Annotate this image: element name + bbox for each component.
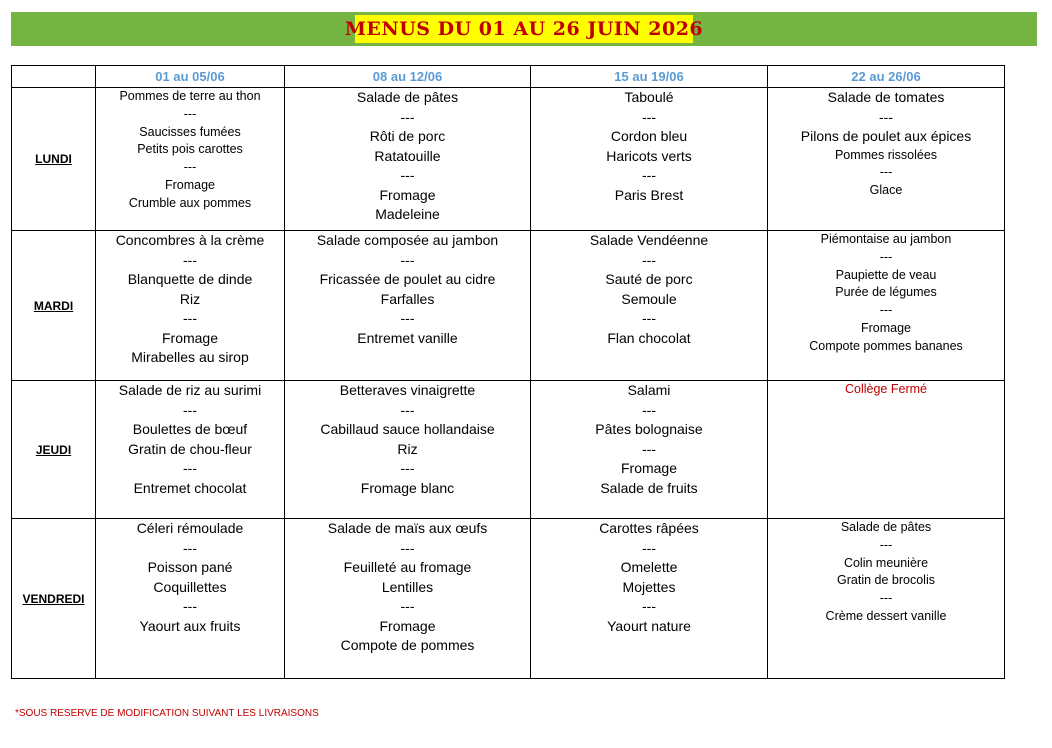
menu-cell: [285, 231, 531, 381]
menu-item: Flan chocolat: [607, 329, 691, 346]
week-header: 22 au 26/06: [768, 66, 1005, 88]
menu-separator: ---: [183, 598, 197, 614]
menu-item: Pilons de poulet aux épices: [800, 128, 972, 144]
menu-item: Crumble aux pommes: [128, 195, 252, 210]
menu-item: Poisson pané: [147, 559, 233, 575]
menu-cell: [285, 381, 531, 519]
menu-separator: ---: [642, 310, 656, 326]
menu-separator: ---: [642, 167, 656, 183]
menu-item: Taboulé: [624, 89, 674, 105]
menu-item: Salade de riz au surimi: [118, 382, 262, 398]
menu-item: Haricots verts: [606, 147, 692, 164]
menu-item: Riz: [179, 290, 201, 307]
menu-separator: ---: [879, 537, 893, 552]
menu-separator: ---: [879, 303, 893, 318]
menu-item: Carottes râpées: [599, 520, 699, 536]
menu-item: Pommes de terre au thon: [119, 89, 261, 103]
header-corner: [12, 66, 96, 88]
menu-item: Salade de pâtes: [356, 89, 459, 105]
menu-item: Gratin de chou-fleur: [128, 440, 252, 457]
menu-cell: [768, 519, 1005, 679]
menu-separator: ---: [642, 108, 656, 125]
menu-separator: ---: [879, 249, 893, 264]
menu-item: Glace: [869, 183, 903, 198]
menu-item: Semoule: [621, 290, 677, 307]
menu-item: Salade de maïs aux œufs: [327, 520, 488, 536]
menu-cell: [285, 88, 531, 231]
menu-cell: [531, 519, 768, 679]
menu-item: Saucisses fumées: [139, 124, 241, 139]
menu-item: Salade de tomates: [827, 89, 945, 105]
menu-item: Petits pois carottes: [137, 142, 243, 157]
menu-cell: [531, 381, 768, 519]
menu-separator: ---: [400, 251, 415, 268]
menu-item: Madeleine: [375, 206, 440, 222]
page-title: MENUS DU 01 AU 26 JUIN 2026: [355, 15, 693, 43]
day-label: VENDREDI: [12, 519, 96, 679]
menu-separator: ---: [183, 160, 197, 175]
menu-cell: [531, 88, 768, 231]
menu-cell: [531, 231, 768, 381]
day-row: [12, 231, 1005, 381]
menu-separator: ---: [400, 167, 415, 183]
menu-item: Salade composée au jambon: [316, 232, 499, 248]
header-row: [12, 66, 1005, 88]
menu-item: Purée de légumes: [835, 285, 937, 300]
menu-item: Betteraves vinaigrette: [339, 382, 476, 398]
menu-item: Mirabelles au sirop: [131, 349, 249, 365]
menu-item: Piémontaise au jambon: [820, 232, 952, 246]
menu-separator: ---: [183, 539, 197, 556]
menu-item: Fromage: [164, 177, 216, 192]
menu-cell: [96, 231, 285, 381]
menu-cell: [285, 519, 531, 679]
menu-item: Fricassée de poulet au cidre: [319, 271, 496, 287]
day-row: [12, 381, 1005, 519]
menu-item: Salade Vendéenne: [589, 232, 709, 248]
menu-item: Salade de pâtes: [840, 520, 932, 534]
menu-item: Fromage: [379, 186, 436, 203]
menu-item: Boulettes de bœuf: [132, 421, 248, 437]
menu-separator: ---: [400, 401, 415, 418]
menu-separator: ---: [183, 460, 197, 476]
menu-item: Mojettes: [622, 578, 676, 595]
menu-separator: ---: [642, 440, 656, 457]
menu-item: Salami: [627, 382, 671, 398]
menu-item: Coquillettes: [153, 578, 227, 595]
menu-item: Feuilleté au fromage: [343, 559, 472, 575]
menu-separator: ---: [400, 310, 415, 326]
menu-item: Pâtes bolognaise: [595, 421, 703, 437]
menu-separator: ---: [400, 460, 415, 476]
menu-item: Fromage blanc: [360, 479, 455, 496]
menu-item: Salade de fruits: [600, 479, 698, 496]
menu-cell: [96, 381, 285, 519]
menu-item: Rôti de porc: [369, 128, 446, 144]
menu-item: Crème dessert vanille: [825, 608, 947, 623]
day-label: LUNDI: [12, 88, 96, 231]
menu-separator: ---: [642, 539, 656, 556]
menu-item: Fromage: [860, 320, 912, 335]
menu-table: [11, 65, 1005, 679]
menu-item: Céleri rémoulade: [136, 520, 244, 536]
menu-item: Compote de pommes: [340, 637, 475, 653]
menu-separator: ---: [183, 310, 197, 326]
menu-item: Concombres à la crème: [115, 232, 265, 248]
menu-item: Pommes rissolées: [834, 147, 938, 162]
menu-item: Entremet vanille: [357, 329, 458, 346]
week-header: 01 au 05/06: [96, 66, 285, 88]
menu-item: Fromage: [161, 329, 219, 346]
menu-item: Ratatouille: [374, 147, 441, 164]
menu-item: Yaourt nature: [607, 617, 691, 634]
week-header: 15 au 19/06: [531, 66, 768, 88]
menu-separator: ---: [400, 598, 415, 614]
menu-item: Cordon bleu: [610, 128, 688, 144]
menu-item: Paupiette de veau: [835, 267, 937, 282]
menu-cell: [768, 231, 1005, 381]
menu-item: Entremet chocolat: [133, 479, 247, 496]
menu-separator: ---: [400, 108, 415, 125]
menu-item: Fromage: [379, 617, 436, 634]
menu-item: Blanquette de dinde: [127, 271, 253, 287]
menu-separator: ---: [183, 106, 197, 121]
menu-item: Farfalles: [380, 290, 435, 307]
menu-separator: ---: [642, 251, 656, 268]
menu-separator: ---: [400, 539, 415, 556]
menu-separator: ---: [879, 591, 893, 606]
menu-item: Omelette: [620, 559, 678, 575]
menu-separator: ---: [183, 401, 197, 418]
menu-cell: [768, 381, 1005, 519]
day-label: JEUDI: [12, 381, 96, 519]
menu-separator: ---: [879, 165, 893, 180]
footer-note: *SOUS RESERVE DE MODIFICATION SUIVANT LES LIVRAISONS: [15, 708, 319, 719]
menu-item: Colin meunière: [843, 555, 929, 570]
menu-cell: [96, 519, 285, 679]
day-label: MARDI: [12, 231, 96, 381]
menu-separator: ---: [183, 251, 197, 268]
menu-cell: [768, 88, 1005, 231]
day-row: [12, 519, 1005, 679]
menu-item: Fromage: [620, 460, 678, 476]
menu-separator: ---: [642, 401, 656, 418]
menu-separator: ---: [642, 598, 656, 614]
menu-cell: [96, 88, 285, 231]
menu-item: Riz: [397, 440, 418, 457]
day-row: [12, 88, 1005, 231]
menu-item: Cabillaud sauce hollandaise: [320, 421, 495, 437]
menu-item: Paris Brest: [614, 186, 684, 203]
menu-item: Collège Fermé: [845, 382, 927, 396]
menu-separator: ---: [879, 108, 893, 125]
menu-item: Compote pommes bananes: [809, 338, 963, 353]
menu-item: Yaourt aux fruits: [139, 617, 241, 634]
menu-item: Gratin de brocolis: [837, 573, 935, 588]
menu-item: Sauté de porc: [605, 271, 693, 287]
week-header: 08 au 12/06: [285, 66, 531, 88]
menu-item: Lentilles: [381, 578, 434, 595]
